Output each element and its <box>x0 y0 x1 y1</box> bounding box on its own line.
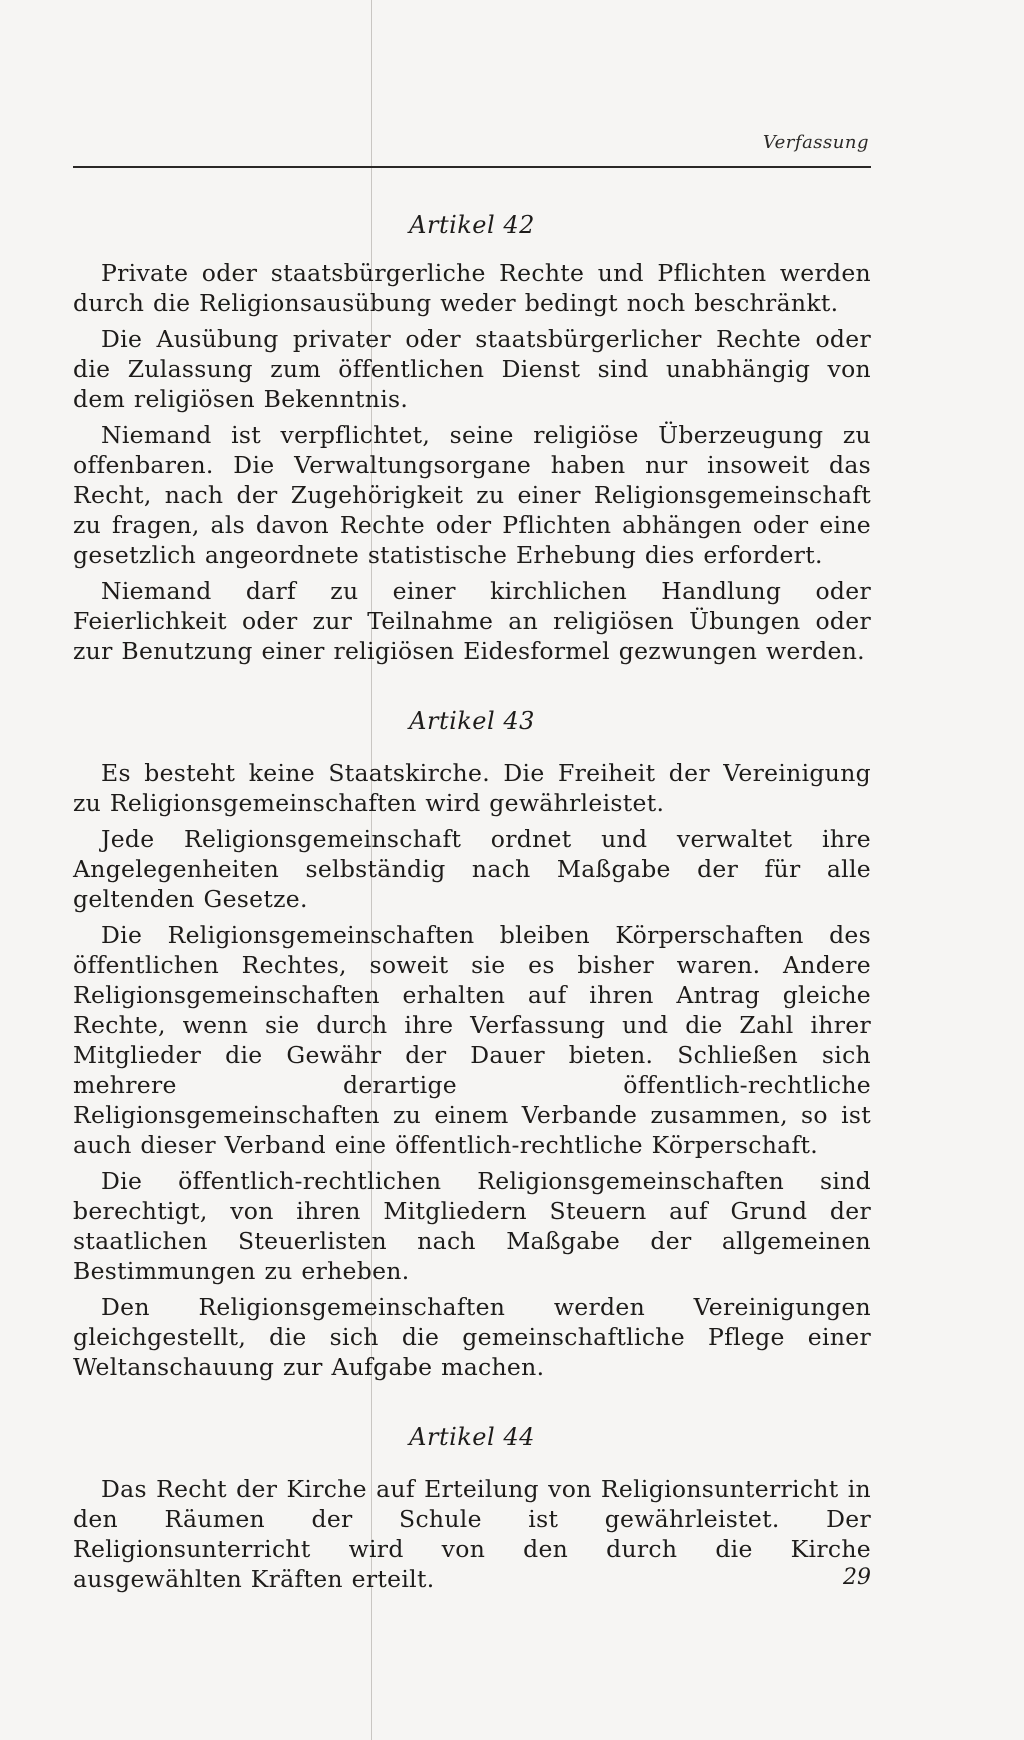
paragraph: Niemand darf zu einer kirchlichen Handlung oder Feierlichkeit oder zur Teilnahme an religiösen Übungen oder zur Benutzung einer religiösen Eidesformel gezwungen werden. <box>73 577 871 665</box>
paragraph: Jede Religionsgemeinschaft ordnet und verwaltet ihre Angelegenheiten selbständig nach Maßgabe der für alle geltenden Gesetze. <box>73 825 871 913</box>
article-43 <box>73 706 871 1382</box>
paragraph: Die Religionsgemeinschaften bleiben Körperschaften des öffentlichen Rechtes, soweit sie es bisher waren. Andere Religionsgemeinschaften erhalten auf ihren Antrag gleiche Rechte, wenn sie durch ihre Verfassung und die Zahl ihrer Mitglieder die Gewähr der Dauer bieten. Schließen sich mehrere derartige öffentlich-rechtliche Religionsgemeinschaften zu einem Verbande zusammen, so ist auch dieser Verband eine öffentlich-rechtliche Körperschaft. <box>73 921 871 1159</box>
paragraph: Die öffentlich-rechtlichen Religionsgemeinschaften sind berechtigt, von ihren Mitgliedern Steuern auf Grund der staatlichen Steuerlisten nach Maßgabe der allgemeinen Bestimmungen zu erheben. <box>73 1167 871 1285</box>
article-42 <box>73 210 871 666</box>
paragraph: Private oder staatsbürgerliche Rechte und Pflichten werden durch die Religionsausübung weder bedingt noch beschränkt. <box>73 259 871 317</box>
paragraph: Die Ausübung privater oder staatsbürgerlicher Rechte oder die Zulassung zum öffentlichen Dienst sind unabhängig von dem religiösen Bekenntnis. <box>73 325 871 413</box>
article-title: Artikel 42 <box>409 211 535 239</box>
page-number: 29 <box>843 1565 871 1590</box>
paragraph: Den Religionsgemeinschaften werden Vereinigungen gleichgestellt, die sich die gemeinschaftliche Pflege einer Weltanschauung zur Aufgabe machen. <box>73 1293 871 1381</box>
article-title: Artikel 44 <box>409 1423 535 1451</box>
running-head: Verfassung <box>762 132 869 153</box>
article-title: Artikel 43 <box>409 707 535 735</box>
paragraph: Es besteht keine Staatskirche. Die Freiheit der Vereinigung zu Religionsgemeinschaften wird gewährleistet. <box>73 759 871 817</box>
book-page <box>73 132 871 1600</box>
paragraph: Das Recht der Kirche auf Erteilung von Religionsunterricht in den Räumen der Schule ist gewährleistet. Der Religionsunterricht wird von den durch die Kirche ausgewählten Kräften erteilt. <box>73 1475 871 1593</box>
header-rule <box>73 166 871 168</box>
paragraph: Niemand ist verpflichtet, seine religiöse Überzeugung zu offenbaren. Die Verwaltungsorgane haben nur insoweit das Recht, nach der Zugehörigkeit zu einer Religionsgemeinschaft zu fragen, als davon Rechte oder Pflichten abhängen oder eine gesetzlich angeordnete statistische Erhebung dies erfordert. <box>73 421 871 569</box>
